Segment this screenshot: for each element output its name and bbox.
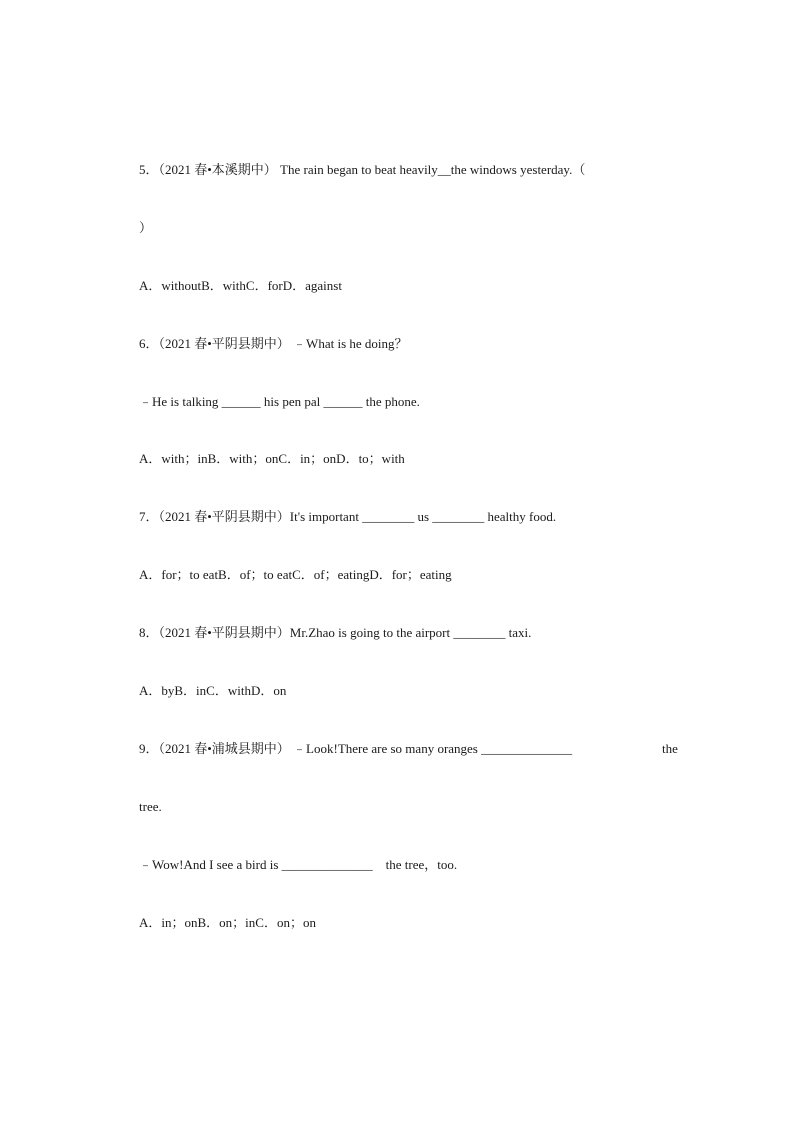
question-6-dialogue: ﹣He is talking ______ his pen pal ______ the phone. [139, 394, 420, 409]
question-7-stem: 7．（2021 春•平阴县期中）It's important ________ us ________ healthy food. [139, 509, 557, 524]
question-8-stem: 8．（2021 春•平阴县期中）Mr.Zhao is going to the airport ________ taxi. [139, 625, 532, 640]
question-9-options: A．in；onB．on；inC．on；on [139, 915, 316, 930]
question-9-stem-continued: tree. [139, 799, 162, 814]
question-9-dialogue: ﹣Wow!And I see a bird is ______________ the tree，too. [139, 857, 458, 872]
question-5-stem: 5．（2021 春•本溪期中） The rain began to beat heavily__the windows yesterday.（ [139, 162, 586, 177]
question-5-stem-close: ） [139, 220, 153, 235]
question-5-options: A．withoutB．withC．forD．against [139, 278, 342, 293]
question-6-options: A．with；inB．with；onC．in；onD．to；with [139, 451, 405, 466]
question-6-stem: 6．（2021 春•平阴县期中） ﹣What is he doing？ [139, 336, 408, 351]
question-9-stem: 9．（2021 春•浦城县期中） ﹣Look!There are so many oranges ______________ [139, 741, 573, 756]
question-8-options: A．byB．inC．withD．on [139, 683, 287, 698]
question-7-options: A．for；to eatB．of；to eatC．of；eatingD．for；eating [139, 567, 452, 582]
question-9-stem-end: the [662, 741, 678, 756]
